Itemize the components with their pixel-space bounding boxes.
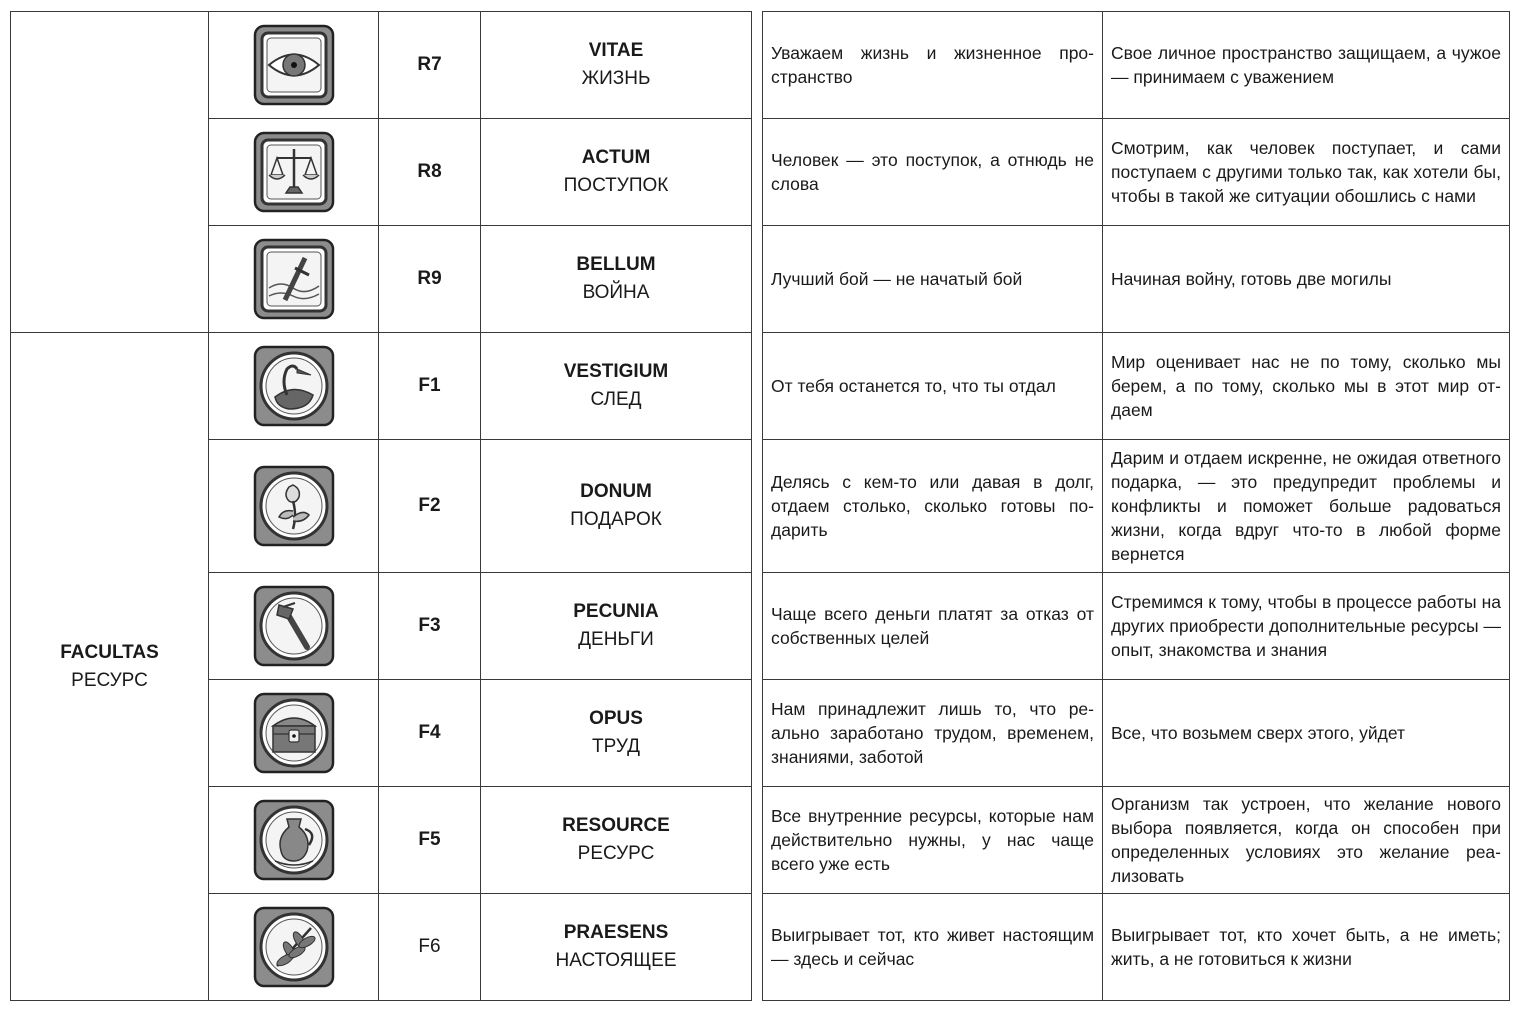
name-russian: РЕСУРС (577, 843, 655, 864)
text-cell-2: Смотрим, как человек поступает, и сами поступаем с другими только так, как хотели бы, чтобы в такой же ситуации обошлись с нами (1103, 119, 1510, 226)
row-name (481, 12, 752, 119)
text-cell-2: Выигрывает тот, кто хочет быть, а не иметь; жить, а не готовиться к жизни (1103, 894, 1510, 1001)
text-cell-1: Нам принадлежит лишь то, что реально заработано трудом, временем, знаниями, заботой (763, 680, 1103, 787)
text-cell-2: Организм так устроен, что желание нового выбора появляется, когда он способен при определенных условиях это желание реализовать (1103, 787, 1510, 894)
text-cell-2: Свое личное пространство защищаем, а чужое — принимаем с уважением (1103, 12, 1510, 119)
text-cell-2: Стремимся к тому, чтобы в процессе работы на других приобрести дополнительные ресурсы — опыт, знакомства и знания (1103, 573, 1510, 680)
text-cell-1: Все внутренние ресурсы, которые нам действительно нужны, у нас чаще всего уже есть (763, 787, 1103, 894)
name-russian: ТРУД (592, 736, 640, 757)
symbols-table (10, 11, 752, 1001)
name-latin: PRAESENS (563, 922, 669, 943)
row-code: F6 (379, 894, 481, 1001)
name-russian: СЛЕД (590, 389, 642, 410)
text-cell-1: Лучший бой — не начатый бой (763, 226, 1103, 333)
row-code: F2 (379, 440, 481, 573)
name-latin: RESOURCE (562, 815, 670, 836)
text-cell-1: Делясь с кем-то или давая в долг, отдаем столько, сколько готовы подарить (763, 440, 1103, 573)
row-code: R8 (379, 119, 481, 226)
name-latin: OPUS (589, 708, 643, 729)
name-latin: VESTIGIUM (563, 361, 669, 382)
name-russian: ВОЙНА (582, 282, 650, 303)
laurel-icon (253, 906, 335, 988)
row-code: F4 (379, 680, 481, 787)
flower-icon (253, 465, 335, 547)
row-code: F5 (379, 787, 481, 894)
group-latin: FACULTAS (60, 641, 159, 663)
text-cell-1: От тебя останется то, что ты отдал (763, 333, 1103, 440)
pelican-icon (253, 345, 335, 427)
jug-icon (253, 799, 335, 881)
name-latin: PECUNIA (573, 601, 659, 622)
row-name (481, 119, 752, 226)
row-code: R9 (379, 226, 481, 333)
text-cell-1: Человек — это поступок, а отнюдь не слова (763, 119, 1103, 226)
row-code: R7 (379, 12, 481, 119)
sword-icon (253, 238, 335, 320)
group-cell-f (11, 333, 209, 1001)
name-russian: ПОСТУПОК (563, 175, 669, 196)
row-name (481, 333, 752, 440)
text-cell-2: Начиная войну, готовь две могилы (1103, 226, 1510, 333)
name-latin: VITAE (588, 40, 644, 61)
row-name (481, 787, 752, 894)
name-russian: НАСТОЯЩЕЕ (555, 950, 677, 971)
row-name (481, 680, 752, 787)
text-cell-2: Мир оценивает нас не по тому, сколько мы берем, а по тому, сколько мы в этот мир отдаем (1103, 333, 1510, 440)
text-cell-1: Выигрывает тот, кто живет настоящим — здесь и сейчас (763, 894, 1103, 1001)
text-cell-1: Уважаем жизнь и жизненное пространство (763, 12, 1103, 119)
text-cell-1: Чаще всего деньги платят за отказ от собственных целей (763, 573, 1103, 680)
row-name (481, 226, 752, 333)
row-code: F1 (379, 333, 481, 440)
group-cell-r (11, 12, 209, 333)
name-russian: ПОДАРОК (570, 509, 662, 530)
row-name (481, 894, 752, 1001)
chest-icon (253, 692, 335, 774)
name-latin: ACTUM (581, 147, 651, 168)
row-name (481, 440, 752, 573)
row-name (481, 573, 752, 680)
scales-icon (253, 131, 335, 213)
row-code: F3 (379, 573, 481, 680)
group-russian: РЕСУРС (71, 669, 148, 691)
name-latin: DONUM (580, 481, 652, 502)
text-cell-2: Все, что возьмем сверх этого, уйдет (1103, 680, 1510, 787)
name-russian: ЖИЗНЬ (581, 68, 651, 89)
descriptions-table (762, 11, 1510, 1001)
text-cell-2: Дарим и отдаем искренне, не ожидая ответного подарка, — это предупредит проблемы и конфликты и поможет больше радоваться жизни, когда вдруг что-то в любой форме вернется (1103, 440, 1510, 573)
name-russian: ДЕНЬГИ (578, 629, 654, 650)
eye-icon (253, 24, 335, 106)
name-latin: BELLUM (576, 254, 656, 275)
mace-icon (253, 585, 335, 667)
